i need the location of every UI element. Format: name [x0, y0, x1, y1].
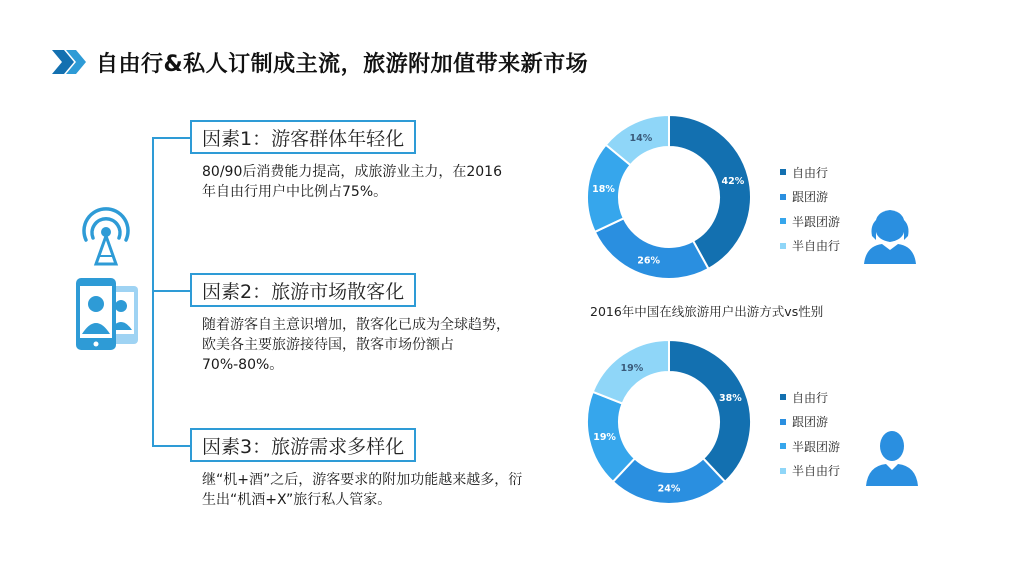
- tree-branch-2: [152, 290, 192, 292]
- donut-slice-1: [669, 340, 751, 482]
- legend-label: 自由行: [792, 390, 829, 405]
- legend-swatch: [780, 169, 786, 175]
- factor-1: [190, 120, 502, 202]
- male-user-icon: [864, 428, 920, 486]
- legend-swatch: [780, 394, 786, 400]
- broadcast-tower-icon: [76, 206, 136, 266]
- legend-swatch: [780, 243, 786, 249]
- legend-swatch: [780, 443, 786, 449]
- donut-data-label: 24%: [657, 483, 681, 495]
- legend-label: 半跟团游: [792, 214, 841, 229]
- donut-data-label: 42%: [721, 176, 745, 188]
- chart-caption: 2016年中国在线旅游用户出游方式vs性别: [590, 304, 824, 319]
- legend-label: 半自由行: [792, 239, 841, 254]
- tree-branch-1: [152, 137, 192, 139]
- legend-label: 跟团游: [792, 190, 829, 205]
- factor-1-label: 因素1：游客群体年轻化: [190, 120, 416, 154]
- donut-chart-female: [584, 112, 754, 282]
- donut-chart-male: [584, 337, 754, 507]
- donut-data-label: 38%: [718, 393, 742, 405]
- legend-item: [780, 434, 840, 459]
- video-call-phone-icon: [74, 276, 140, 352]
- legend-item: [780, 410, 840, 435]
- legend-swatch: [780, 419, 786, 425]
- legend-label: 自由行: [792, 165, 829, 180]
- legend-item: [780, 160, 840, 185]
- donut-data-label: 26%: [637, 255, 660, 267]
- legend-item: [780, 234, 840, 259]
- factor-2: [190, 273, 514, 375]
- left-icon-group: [74, 206, 144, 352]
- legend-label: 半自由行: [792, 464, 841, 479]
- donut-data-label: 14%: [629, 132, 653, 144]
- legend-swatch: [780, 194, 786, 200]
- legend-item: [780, 209, 840, 234]
- tree-vertical-line: [152, 137, 154, 447]
- donut-data-label: 19%: [620, 362, 644, 374]
- tree-branch-3: [152, 445, 192, 447]
- legend-item: [780, 385, 840, 410]
- legend-swatch: [780, 218, 786, 224]
- legend-male: [780, 385, 840, 483]
- slide-title-bar: [50, 44, 588, 80]
- donut-data-label: 19%: [593, 431, 616, 443]
- double-chevron-icon: [50, 47, 90, 77]
- factor-2-desc: 随着游客自主意识增加，散客化已成为全球趋势，欧美各主要旅游接待国，散客市场份额占70%-80%。: [202, 317, 510, 373]
- legend-item: [780, 459, 840, 484]
- legend-swatch: [780, 468, 786, 474]
- factor-3-desc: 继“机+酒”之后，游客要求的附加功能越来越多，衍生出“机酒+X”旅行私人管家。: [202, 472, 523, 508]
- factor-3: [190, 428, 532, 510]
- factor-2-label: 因素2：旅游市场散客化: [190, 273, 416, 307]
- legend-label: 跟团游: [792, 415, 829, 430]
- factor-1-desc: 80/90后消费能力提高，成旅游业主力，在2016年自由行用户中比例占75%。: [202, 164, 502, 200]
- donut-data-label: 18%: [592, 184, 615, 196]
- legend-item: [780, 185, 840, 210]
- female-user-icon: [862, 206, 918, 264]
- slide-title: 自由行&私人订制成主流，旅游附加值带来新市场: [96, 51, 589, 77]
- legend-label: 半跟团游: [792, 439, 841, 454]
- legend-female: [780, 160, 840, 258]
- factor-3-label: 因素3：旅游需求多样化: [190, 428, 416, 462]
- donut-slice-2: [595, 218, 709, 279]
